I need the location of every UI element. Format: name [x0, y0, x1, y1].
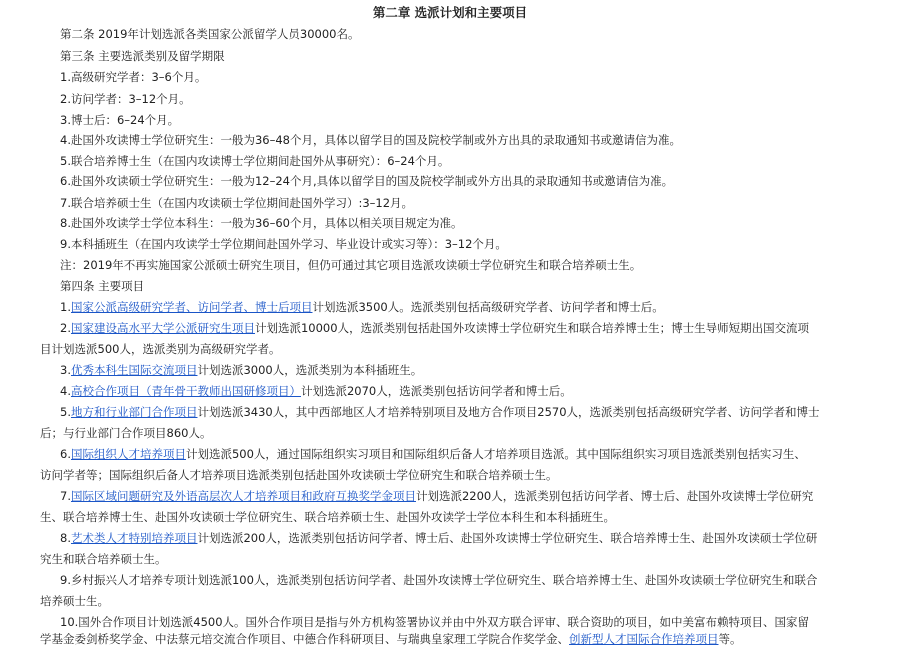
project-link-undergraduate-exchange[interactable]: 优秀本科生国际交流项目: [70, 363, 198, 377]
project-number: 2.: [60, 321, 71, 335]
project-2-continued: 目计划选派500人，选派类别为高级研究学者。: [40, 342, 281, 356]
article-2: 第二条 2019年计划选派各类国家公派留学人员30000名。: [60, 27, 360, 41]
project-8: [60, 529, 817, 547]
project-link-senior-scholars[interactable]: 国家公派高级研究学者、访问学者、博士后项目: [70, 300, 313, 314]
project-1: [60, 298, 664, 316]
project-text: 计划选派2200人，选派类别包括访问学者、博士后、赴国外攻读博士学位研究: [415, 489, 814, 503]
project-text: 计划选派500人，通过国际组织实习项目和国际组织后备人才培养项目选派。其中国际组织实习项目选派类别包括实习生、: [185, 447, 806, 461]
project-10-continued: [40, 630, 742, 648]
project-text: 计划选派3500人。选派类别包括高级研究学者、访问学者和博士后。: [312, 300, 664, 314]
project-link-international-organization[interactable]: 国际组织人才培养项目: [70, 447, 186, 461]
project-link-local-industry[interactable]: 地方和行业部门合作项目: [70, 405, 198, 419]
project-number: 1.: [60, 300, 71, 314]
project-number: 6.: [60, 447, 71, 461]
article-3-heading: 第三条 主要选派类别及留学期限: [60, 49, 225, 63]
project-text: 计划选派2070人，选派类别包括访问学者和博士后。: [300, 384, 572, 398]
project-text: 计划选派3000人，选派类别为本科插班生。: [197, 363, 423, 377]
project-4: [60, 382, 572, 400]
project-number: 8.: [60, 531, 71, 545]
project-5: [60, 403, 820, 421]
project-link-regional-studies[interactable]: 国际区域问题研究及外语高层次人才培养项目和政府互换奖学金项目: [70, 489, 416, 503]
project-link-arts-talent[interactable]: 艺术类人才特别培养项目: [70, 531, 198, 545]
project-number: 4.: [60, 384, 71, 398]
project-5-continued: 后；与行业部门合作项目860人。: [40, 426, 212, 440]
project-number: 5.: [60, 405, 71, 419]
article-3-item: 1.高级研究学者：3–6个月。: [60, 70, 207, 84]
project-3: [60, 361, 422, 379]
chapter-title: 第二章 选派计划和主要项目: [372, 5, 528, 20]
article-3-item: 3.博士后：6–24个月。: [60, 113, 180, 127]
project-10: 10.国外合作项目计划选派4500人。国外合作项目是指与外方机构签署协议并由中外双方联合评审、联合资助的项目，如中美富布赖特项目、国家留: [60, 615, 810, 629]
project-link-high-level-university[interactable]: 国家建设高水平大学公派研究生项目: [70, 321, 255, 335]
article-3-item: 6.赴国外攻读硕士学位研究生：一般为12–24个月,具体以留学目的国及院校学制或外方出具的录取通知书或邀请信为准。: [60, 174, 674, 188]
project-text: 学基金委剑桥奖学金、中法蔡元培交流合作项目、中德合作科研项目、与瑞典皇家理工学院合作奖学金、: [40, 632, 569, 646]
project-link-innovative-talent[interactable]: 创新型人才国际合作培养项目: [569, 632, 719, 646]
project-7: [60, 487, 813, 505]
project-6-continued: 访问学者等；国际组织后备人才培养项目选派类别包括赴国外攻读硕士学位研究生和联合培养硕士生。: [40, 468, 558, 482]
project-9: 9.乡村振兴人才培养专项计划选派100人，选派类别包括访问学者、赴国外攻读博士学位研究生、联合培养博士生、赴国外攻读硕士学位研究生和联合: [60, 573, 818, 587]
article-3-item: 5.联合培养博士生（在国内攻读博士学位期间赴国外从事研究）：6–24个月。: [60, 154, 450, 168]
article-4-heading: 第四条 主要项目: [60, 279, 145, 293]
project-link-university-cooperation[interactable]: 高校合作项目（青年骨干教师出国研修项目）: [70, 384, 301, 398]
project-8-continued: 究生和联合培养硕士生。: [40, 552, 167, 566]
project-9-continued: 培养硕士生。: [40, 594, 109, 608]
article-3-item: 8.赴国外攻读学士学位本科生：一般为36–60个月，具体以相关项目规定为准。: [60, 216, 463, 230]
project-text: 计划选派10000人，选派类别包括赴国外攻读博士学位研究生和联合培养博士生；博士生导师短期出国交流项: [254, 321, 810, 335]
project-7-continued: 生、联合培养博士生、赴国外攻读硕士学位研究生、联合培养硕士生、赴国外攻读学士学位本科生和本科插班生。: [40, 510, 615, 524]
article-3-item: 2.访问学者：3–12个月。: [60, 92, 191, 106]
article-3-item: 9.本科插班生（在国内攻读学士学位期间赴国外学习、毕业设计或实习等）：3–12个月。: [60, 237, 507, 251]
project-6: [60, 445, 806, 463]
project-2: [60, 319, 809, 337]
project-text: 计划选派200人，选派类别包括访问学者、博士后、赴国外攻读博士学位研究生、联合培养博士生、赴国外攻读硕士学位研: [197, 531, 818, 545]
article-3-item: 7.联合培养硕士生（在国内攻读硕士学位期间赴国外学习）:3–12月。: [60, 196, 414, 210]
note: 注：2019年不再实施国家公派硕士研究生项目，但仍可通过其它项目选派攻读硕士学位研究生和联合培养硕士生。: [60, 258, 642, 272]
project-number: 7.: [60, 489, 71, 503]
project-text: 计划选派3430人，其中西部地区人才培养特别项目及地方合作项目2570人，选派类别包括高级研究学者、访问学者和博士: [197, 405, 820, 419]
project-number: 3.: [60, 363, 71, 377]
project-text: 等。: [718, 632, 742, 646]
article-3-item: 4.赴国外攻读博士学位研究生：一般为36–48个月，具体以留学目的国及院校学制或外方出具的录取通知书或邀请信为准。: [60, 133, 681, 147]
